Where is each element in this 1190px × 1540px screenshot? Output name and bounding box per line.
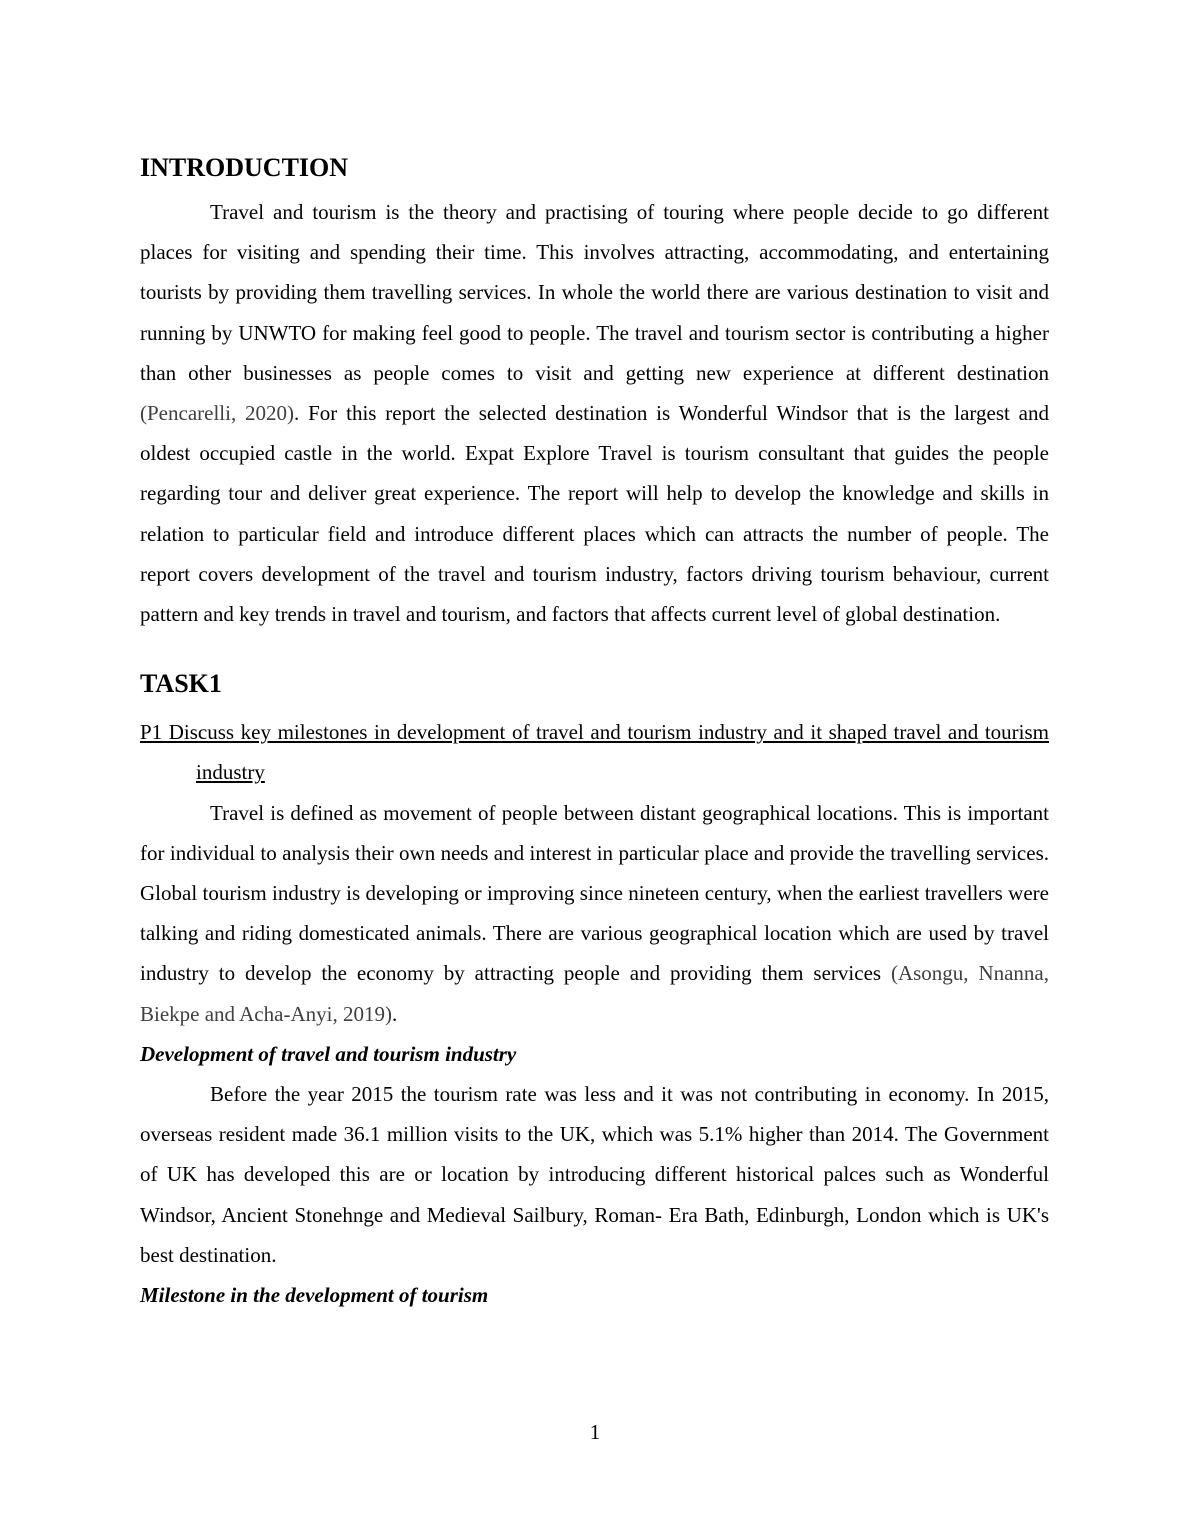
introduction-paragraph <box>140 192 1049 634</box>
document-page <box>140 150 1049 1315</box>
development-paragraph: Before the year 2015 the tourism rate was less and it was not contributing in economy. In 2015, overseas resident made 36.1 million visits to the UK, which was 5.1% higher than 2014. The Government of UK has developed this are or location by introducing different historical palces such as Wonderful Windsor, Ancient Stonehnge and Medieval Sailbury, Roman- Era Bath, Edinburgh, London which is UK's best destination. <box>140 1082 1049 1267</box>
p1-heading: P1 Discuss key milestones in development of travel and tourism industry and it shaped travel and tourism industry <box>140 720 1049 785</box>
development-heading: Development of travel and tourism industry <box>140 1041 517 1066</box>
p1-paragraph <box>140 793 1049 1034</box>
milestone-heading: Milestone in the development of tourism <box>140 1283 489 1308</box>
p1-citation: (Asongu, Nnanna, Biekpe and Acha-Anyi, 2019) <box>140 961 1050 1026</box>
p1-text-part2: . <box>391 1001 398 1026</box>
intro-text-part1: Travel and tourism is the theory and practising of touring where people decide to go different places for visiting and spending their time. This involves attracting, accommodating, and entertaining tourists by providing them travelling services. In whole the world there are various destination to visit and running by UNWTO for making feel good to people. The travel and tourism sector is contributing a higher than other businesses as people comes to visit and getting new experience at different destination <box>140 200 1049 385</box>
intro-text-part2: . For this report the selected destination is Wonderful Windsor that is the largest and oldest occupied castle in the world. Expat Explore Travel is tourism consultant that guides the people regarding tour and deliver great experience. The report will help to develop the knowledge and skills in relation to particular field and introduce different places which can attracts the number of people. The report covers development of the travel and tourism industry, factors driving tourism behaviour, current pattern and key trends in travel and tourism, and factors that affects current level of global destination. <box>140 401 1049 627</box>
intro-citation: (Pencarelli, 2020) <box>140 401 295 426</box>
p1-text-part1: Travel is defined as movement of people between distant geographical locations. This is important for individual to analysis their own needs and interest in particular place and provide the travelling services. Global tourism industry is developing or improving since nineteen century, when the earliest travellers were talking and riding domesticated animals. There are various geographical location which are used by travel industry to develop the economy by attracting people and providing them services <box>140 800 1049 986</box>
page-number: 1 <box>589 1420 601 1444</box>
task1-heading: TASK1 <box>140 669 222 699</box>
introduction-heading: INTRODUCTION <box>140 153 349 182</box>
